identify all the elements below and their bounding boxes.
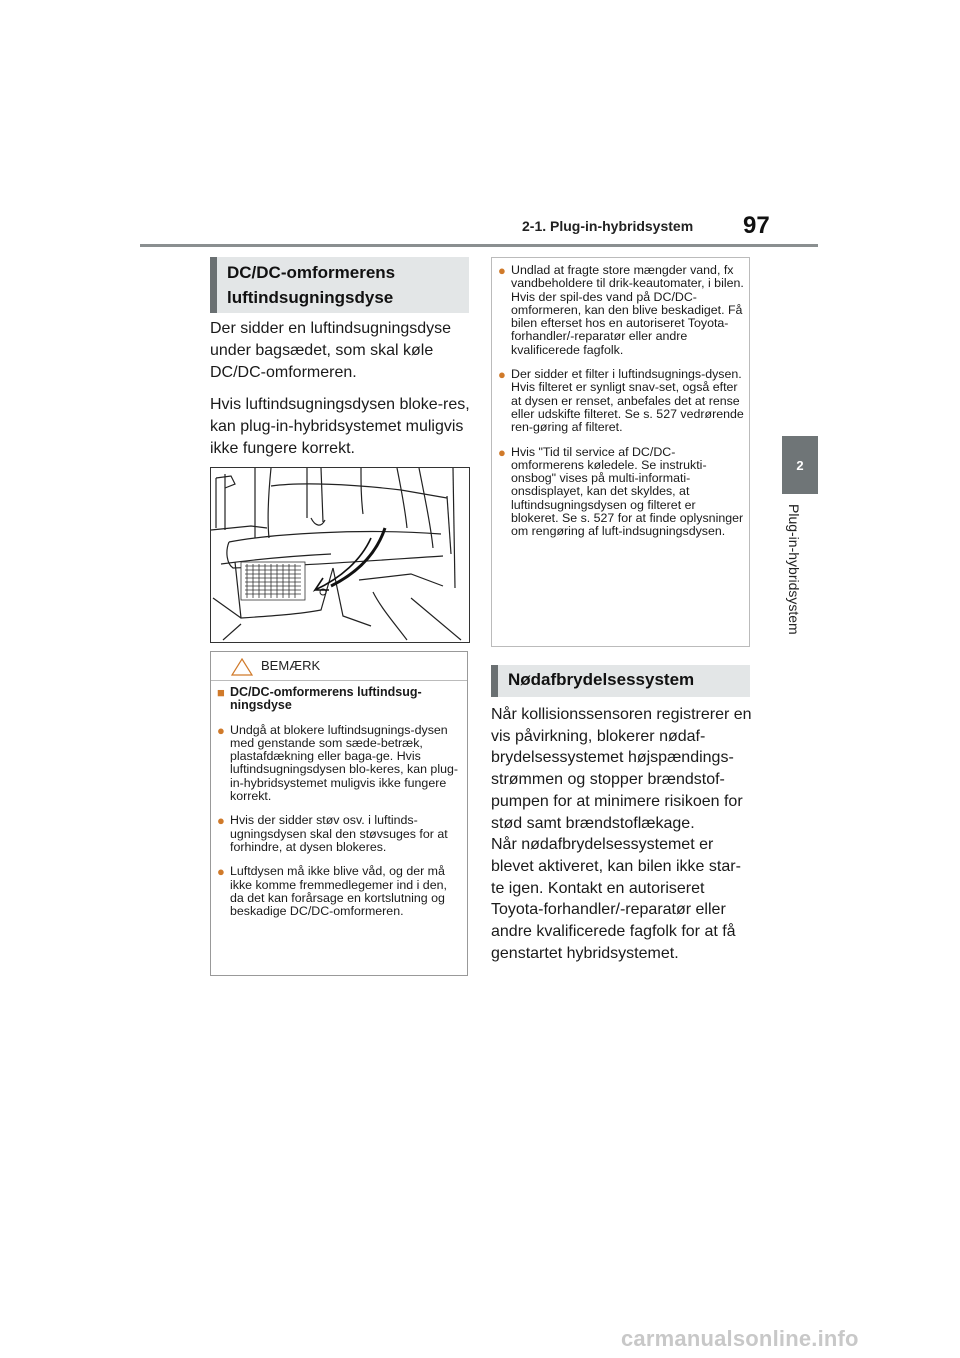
circle-bullet-icon: ● [217, 722, 225, 738]
chapter-side-label [776, 504, 816, 654]
notice-item-text: Undgå at blokere luftindsugnings-dysen med genstande som sæde-betræk, plastafdækning eller baga-ge. Hvis luftindsugningsdysen blo-keres, kan plug-in-hybridsystemet muligvis ikke fungere korrekt. [230, 722, 458, 804]
page-number: 97 [743, 212, 770, 239]
notice-body [217, 686, 463, 929]
section-heading-dcdc: DC/DC-omformerens luftindsugningsdyse [210, 257, 469, 313]
section-heading-emergency: Nødafbrydelsessystem [491, 665, 750, 697]
rear-seat-air-intake-illustration [210, 467, 470, 643]
notice-item [498, 264, 744, 357]
header-rule [140, 244, 818, 247]
seat-drawing [211, 468, 469, 642]
notice-title: BEMÆRK [261, 658, 321, 673]
chapter-tab: 2 [782, 436, 818, 494]
emergency-text [491, 704, 753, 964]
circle-bullet-icon: ● [498, 444, 506, 460]
watermark-logo: carmanualsonline.info [621, 1326, 859, 1351]
section-title: 2-1. Plug-in-hybridsystem [522, 218, 694, 234]
intro-paragraph-2: Hvis luftindsugningsdysen bloke-res, kan plug-in-hybridsystemet muligvis ikke fungere korrekt. [210, 396, 470, 457]
warning-triangle-icon [231, 658, 253, 681]
square-bullet-icon: ■ [217, 685, 225, 700]
emergency-paragraph-1: Når kollisionssensoren registrerer en vis påvirkning, blokerer nødaf-brydelsessystemet højspændings-strømmen og stopper brændstof-pumpen for at minimere risikoen for stød samt brændstoflækage. [491, 706, 752, 832]
notice-subheading [217, 686, 463, 713]
notice-item-text: Hvis "Tid til service af DC/DC-omformerens køledele. Se instrukti-onsbog" vises på multi-informati-onsdisplayet, kan det skyldes, at luftindsugningsdysen og filteret er blokeret. Se s. 527 for at finde oplysninger om rengøring af luft-indsugningsdysen. [511, 444, 744, 539]
notice-divider [211, 680, 467, 681]
notice-item-text: Hvis der sidder støv osv. i luftinds-ugningsdysen skal den støvsuges for at forhindre, at dysen blokeres. [230, 813, 448, 854]
notice-item [217, 865, 463, 918]
notice-continuation-box [491, 257, 750, 647]
circle-bullet-icon: ● [217, 864, 225, 880]
circle-bullet-icon: ● [498, 367, 506, 383]
notice-item [217, 814, 463, 854]
emergency-paragraph-2: Når nødafbrydelsessystemet er blevet aktiveret, kan bilen ikke star-te igen. Kontakt en autoriseret Toyota-forhandler/-reparatør eller andre kvalificerede fagfolk for at få genstartet hybridsystemet. [491, 836, 741, 962]
intro-paragraph-1: Der sidder en luftindsugningsdyse under bagsædet, som skal køle DC/DC-omformeren. [210, 320, 452, 381]
notice-item-text: Undlad at fragte store mængder vand, fx vandbeholdere til drik-keautomater, i bilen. Hvis der spil-des vand på DC/DC-omformeren, kan den blive beskadiget. Få bilen efterset hos en autoriseret Toyota-forhandler/-reparatør eller andre kvalificerede fagfolk. [511, 263, 744, 357]
notice-box [210, 651, 468, 976]
notice-item [498, 368, 744, 434]
notice-item [498, 446, 744, 539]
notice-item-text: Luftdysen må ikke blive våd, og der må ikke komme fremmedlegemer ind i den, da det kan forårsage en kortslutning og beskadige DC/DC-omformeren. [230, 864, 447, 919]
circle-bullet-icon: ● [498, 263, 506, 278]
notice-subheading-text: DC/DC-omformerens luftindsug-ningsdyse [230, 685, 422, 713]
circle-bullet-icon: ● [217, 813, 225, 829]
notice-item-text: Der sidder et filter i luftindsugnings-dysen. Hvis filteret er synligt snav-set, også efter at dysen er renset, anbefales det at rense eller udskifte filteret. Se s. 527 vedrørende ren-gøring af filteret. [511, 367, 744, 435]
notice-continuation-body [498, 264, 744, 550]
notice-header [211, 652, 467, 680]
intro-text [210, 318, 472, 470]
chapter-side-text: Plug-in-hybridsystem [786, 504, 802, 635]
notice-item [217, 724, 463, 804]
